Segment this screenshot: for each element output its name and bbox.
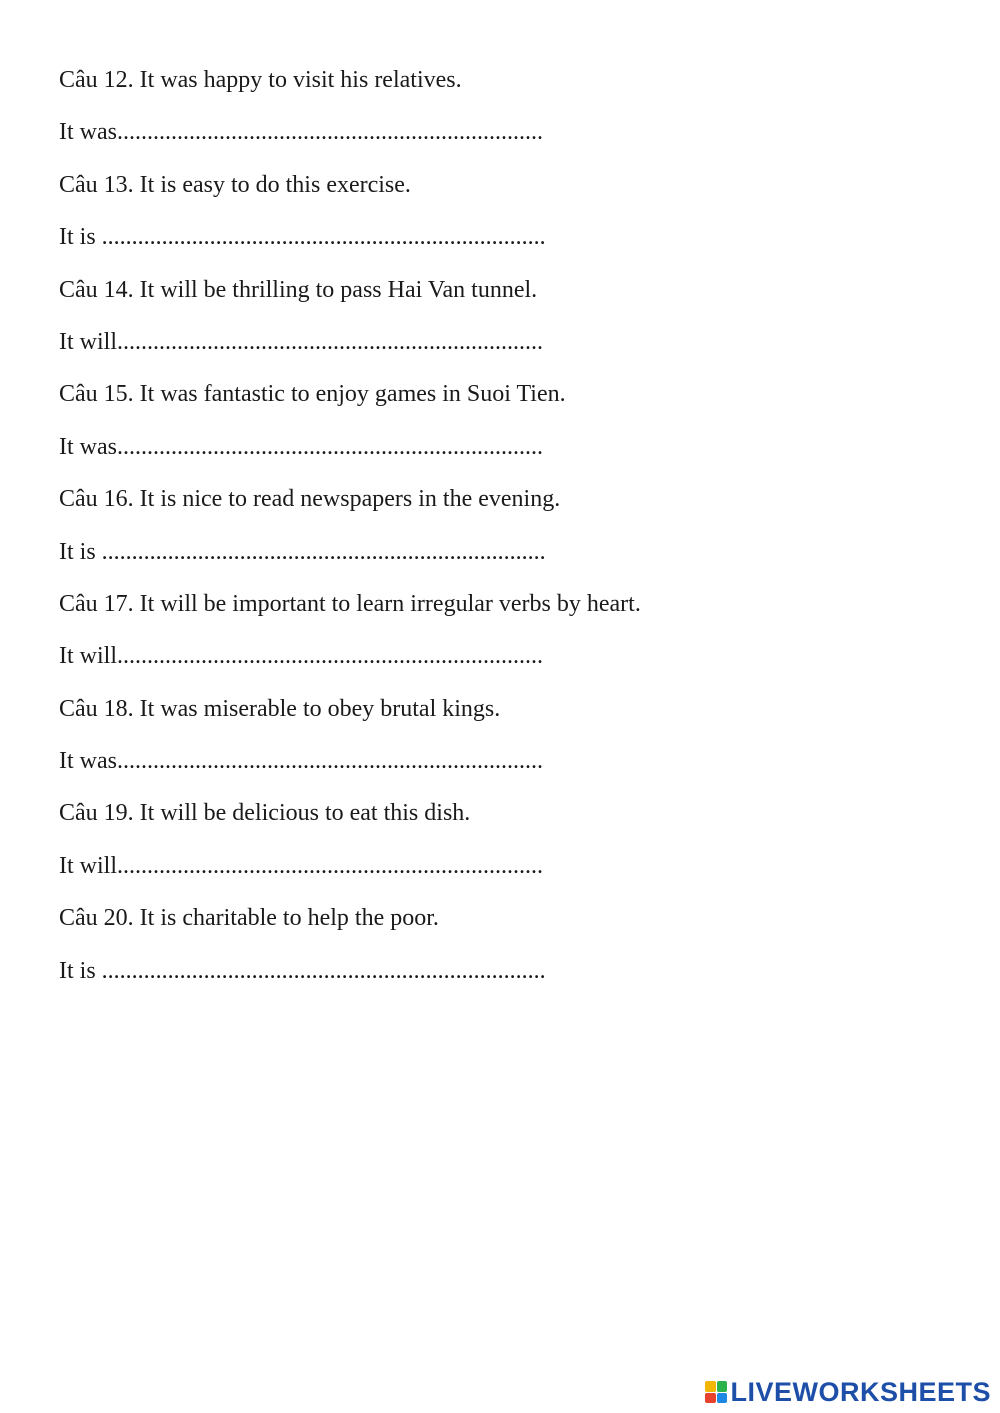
logo-text: LIVEWORKSHEETS (730, 1377, 991, 1407)
answer-line-17[interactable] (59, 630, 759, 682)
logo-tile-icon (717, 1381, 728, 1392)
answer-line-18[interactable] (59, 735, 759, 787)
answer-start: It will (59, 328, 117, 355)
answer-line-14[interactable] (59, 316, 759, 368)
question-prompt-14: Câu 14. It will be thrilling to pass Hai Van tunnel. (59, 276, 538, 303)
liveworksheets-logo (705, 1377, 991, 1407)
answer-line-13[interactable] (59, 211, 759, 263)
answer-start: It is (59, 224, 102, 251)
question-prompt-16: Câu 16. It is nice to read newspapers in the evening. (59, 486, 561, 513)
answer-start: It was (59, 433, 117, 460)
answer-line-19[interactable] (59, 840, 759, 892)
answer-start: It will (59, 643, 117, 670)
answer-dots: ....................................................................... (117, 328, 543, 355)
question-prompt-17: Câu 17. It will be important to learn irregular verbs by heart. (59, 590, 641, 617)
question-prompt-18: Câu 18. It was miserable to obey brutal kings. (59, 695, 501, 722)
question-prompt-19: Câu 19. It will be delicious to eat this dish. (59, 800, 471, 827)
answer-start: It is (59, 957, 102, 984)
question-prompt-13: Câu 13. It is easy to do this exercise. (59, 171, 411, 198)
logo-tile-icon (705, 1393, 716, 1404)
answer-dots: ....................................................................... (116, 119, 543, 146)
answer-dots: ....................................................................... (116, 748, 543, 775)
answer-line-16[interactable] (59, 526, 759, 578)
answer-start: It was (59, 119, 117, 146)
answer-dots: ....................................................................... (117, 643, 543, 670)
question-prompt-20: Câu 20. It is charitable to help the poor. (59, 905, 439, 932)
logo-tile-icon (705, 1381, 716, 1392)
worksheet (59, 54, 759, 997)
answer-line-12[interactable] (59, 106, 759, 158)
answer-start: It is (59, 538, 102, 565)
answer-line-15[interactable] (59, 421, 759, 473)
question-prompt-12: Câu 12. It was happy to visit his relatives. (59, 67, 462, 93)
answer-dots: ....................................................................... (117, 852, 543, 879)
answer-dots: .......................................................................... (101, 224, 546, 251)
liveworksheets-logo-icon (705, 1381, 727, 1403)
answer-dots: ....................................................................... (116, 433, 543, 460)
logo-tile-icon (717, 1393, 728, 1404)
answer-start: It will (59, 852, 117, 879)
answer-dots: .......................................................................... (101, 538, 546, 565)
answer-line-20[interactable] (59, 945, 759, 997)
answer-dots: .......................................................................... (101, 957, 546, 984)
question-prompt-15: Câu 15. It was fantastic to enjoy games in Suoi Tien. (59, 381, 566, 408)
answer-start: It was (59, 748, 117, 775)
